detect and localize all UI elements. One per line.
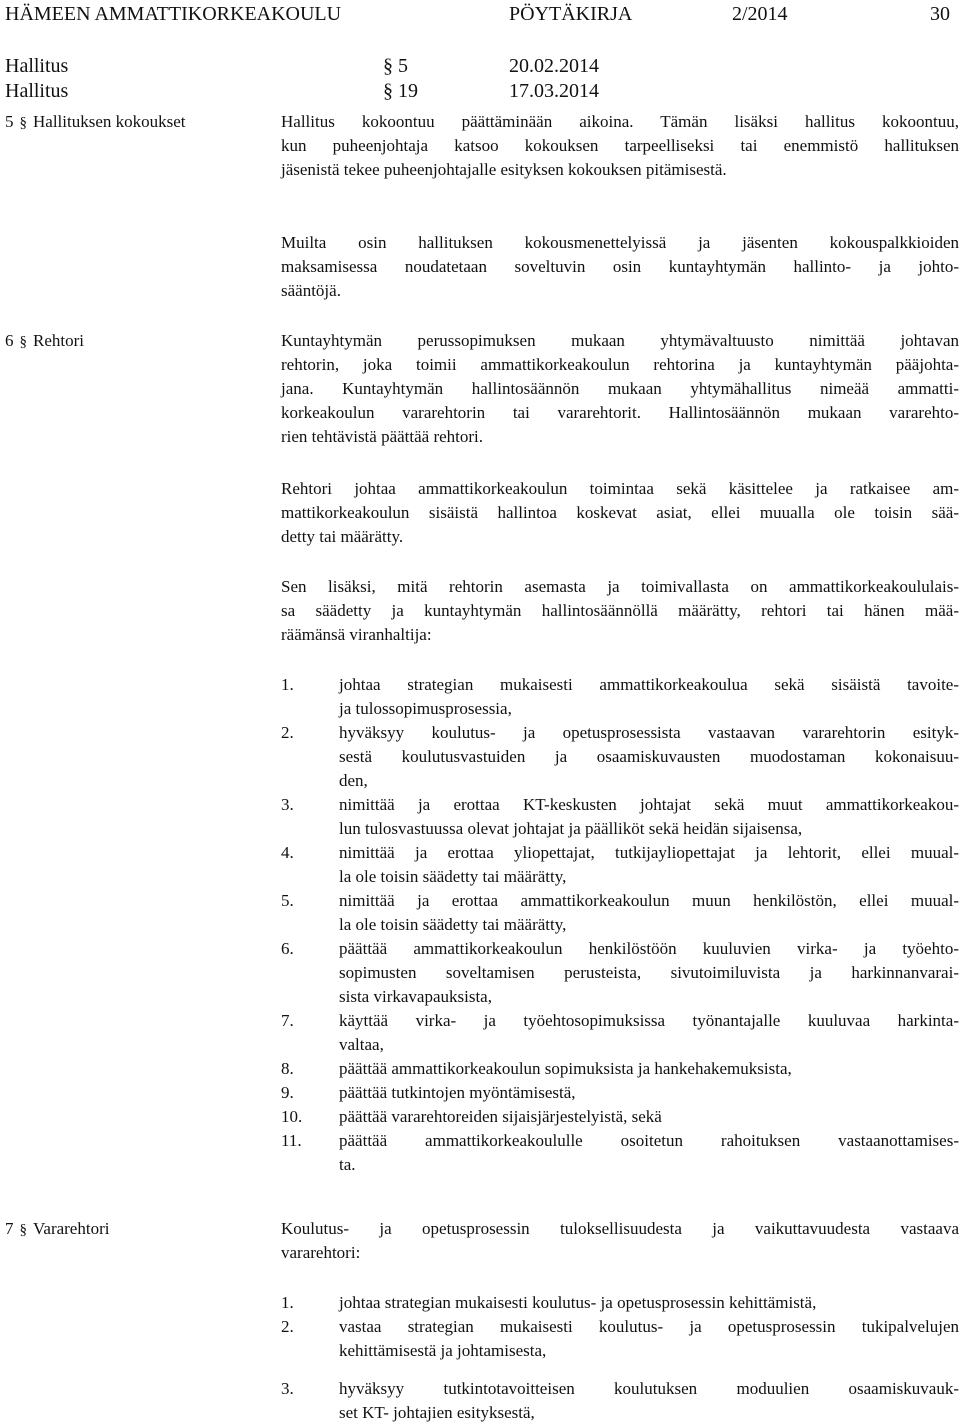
list-item: 4. nimittää ja erottaa yliopettajat, tutkijayliopettajat ja lehtorit, ellei muual- la ole toisin säädetty tai määrätty, — [281, 843, 959, 886]
meeting-item — [383, 53, 408, 79]
header-doc-number: 2/2014 — [732, 3, 788, 25]
meeting-body: Hallitus — [5, 80, 69, 102]
list-item: 7. käyttää virka- ja työehtosopimuksissa työnantajalle kuuluvaa harkinta- valtaa, — [281, 1011, 959, 1054]
header-page-number: 30 — [930, 3, 950, 25]
section-6-paragraph-2: Rehtori johtaa ammattikorkeakoulun toimintaa sekä käsittelee ja ratkaisee am- mattikorkeakoulun sisäistä hallintoa koskevat asiat, ellei muualla ole toisin sää- detty tai määrätty. — [281, 479, 959, 546]
list-item: 8. päättää ammattikorkeakoulun sopimuksista ja hankehakemuksista, — [281, 1059, 792, 1078]
list-item: 3. nimittää ja erottaa KT-keskusten johtajat sekä muut ammattikorkeakou- lun tulosvastuussa olevat johtajat ja päälliköt sekä heidän sijaisensa, — [281, 795, 959, 838]
list-item: 5. nimittää ja erottaa ammattikorkeakoulun muun henkilöstön, ellei muual- la ole toisin säädetty tai määrätty, — [281, 891, 959, 934]
list-item: 6. päättää ammattikorkeakoulun henkilöstöön kuuluvien virka- ja työehto- sopimusten soveltamisen perusteista, sivutoimiluvista ja harkinnanvarai- sista virkavapauksista, — [281, 939, 959, 1006]
section-7-paragraph-1: Koulutus- ja opetusprosessin tuloksellisuudesta ja vaikuttavuudesta vastaava vararehtori: — [281, 1219, 959, 1262]
list-item: 9. päättää tutkintojen myöntämisestä, — [281, 1083, 576, 1102]
section-6-paragraph-1: Kuntayhtymän perussopimuksen mukaan yhtymävaltuusto nimittää johtavan rehtorin, joka toimii ammattikorkeakoulun rehtorina ja kuntayhtymän pääjohta- jana. Kuntayhtymän hallintosäännön mukaan yhtymähallitus nimeää ammatti- korkeakoulun vararehtorin tai vararehtorit. Hallintosäännön mukaan vararehto- rien tehtävistä päättää rehtori. — [281, 331, 959, 446]
section-mark: § — [19, 115, 27, 131]
rehtori-duties-list — [281, 673, 959, 1177]
list-item: 3. hyväksyy tutkintotavoitteisen koulutuksen moduulien osaamiskuvauk- set KT- johtajien esityksestä, — [281, 1379, 959, 1422]
section-number: 7 — [5, 1219, 14, 1238]
section-mark: § — [383, 80, 393, 102]
section-mark: § — [19, 334, 27, 350]
list-item: 2. hyväksyy koulutus- ja opetusprosessista vastaavan vararehtorin esityk- sestä koulutusvastuiden ja osaamiskuvausten muodostaman kokonaisuu- den, — [281, 723, 959, 790]
vararehtori-duties-list — [281, 1291, 959, 1425]
section-5-paragraph-1: Hallitus kokoontuu päättäminään aikoina. Tämän lisäksi hallitus kokoontuu, kun puheenjohtaja katsoo kokouksen tarpeelliseksi tai enemmistö hallituksen jäsenistä tekee puheenjohtajalle esityksen kokouksen pitämisestä. — [281, 112, 959, 179]
header-doc-type: PÖYTÄKIRJA — [509, 3, 633, 25]
header-org: HÄMEEN AMMATTIKORKEAKOULU — [5, 3, 342, 25]
section-title: Vararehtori — [33, 1219, 110, 1238]
meeting-body: Hallitus — [5, 55, 69, 77]
meeting-date: 17.03.2014 — [509, 80, 599, 102]
section-5-paragraph-2: Muilta osin hallituksen kokousmenettelyissä ja jäsenten kokouspalkkioiden maksamisessa noudatetaan soveltuvin osin kuntayhtymän hallinto- ja johto- sääntöjä. — [281, 233, 959, 300]
list-item: 1. johtaa strategian mukaisesti ammattikorkeakoulua sekä sisäistä tavoite- ja tulossopimusprosessia, — [281, 675, 959, 718]
section-title: Rehtori — [33, 331, 84, 350]
section-title: Hallituksen kokoukset — [33, 112, 186, 131]
section-heading-5 — [5, 110, 186, 135]
list-item: 2. vastaa strategian mukaisesti koulutus- ja opetusprosessin tukipalvelujen kehittämisestä ja johtamisesta, — [281, 1317, 959, 1360]
section-number: 5 — [5, 112, 14, 131]
section-number: 6 — [5, 331, 14, 350]
list-item: 1. johtaa strategian mukaisesti koulutus- ja opetusprosessin kehittämistä, — [281, 1293, 817, 1312]
section-6-paragraph-3: Sen lisäksi, mitä rehtorin asemasta ja toimivallasta on ammattikorkeakoululais- sa säädetty ja kuntayhtymän hallintosäännöllä määrätty, rehtori tai hänen mää- räämänsä viranhaltija: — [281, 577, 959, 644]
meeting-item-number: 5 — [398, 55, 408, 77]
list-item: 11. päättää ammattikorkeakoululle osoitetun rahoituksen vastaanottamises- ta. — [281, 1131, 959, 1174]
section-heading-7 — [5, 1217, 109, 1242]
meeting-item — [383, 78, 418, 104]
section-mark: § — [19, 1222, 27, 1238]
meeting-date: 20.02.2014 — [509, 55, 599, 77]
section-mark: § — [383, 55, 393, 77]
section-heading-6 — [5, 329, 84, 354]
meeting-item-number: 19 — [398, 80, 418, 102]
list-item: 10. päättää vararehtoreiden sijaisjärjestelyistä, sekä — [281, 1107, 662, 1126]
